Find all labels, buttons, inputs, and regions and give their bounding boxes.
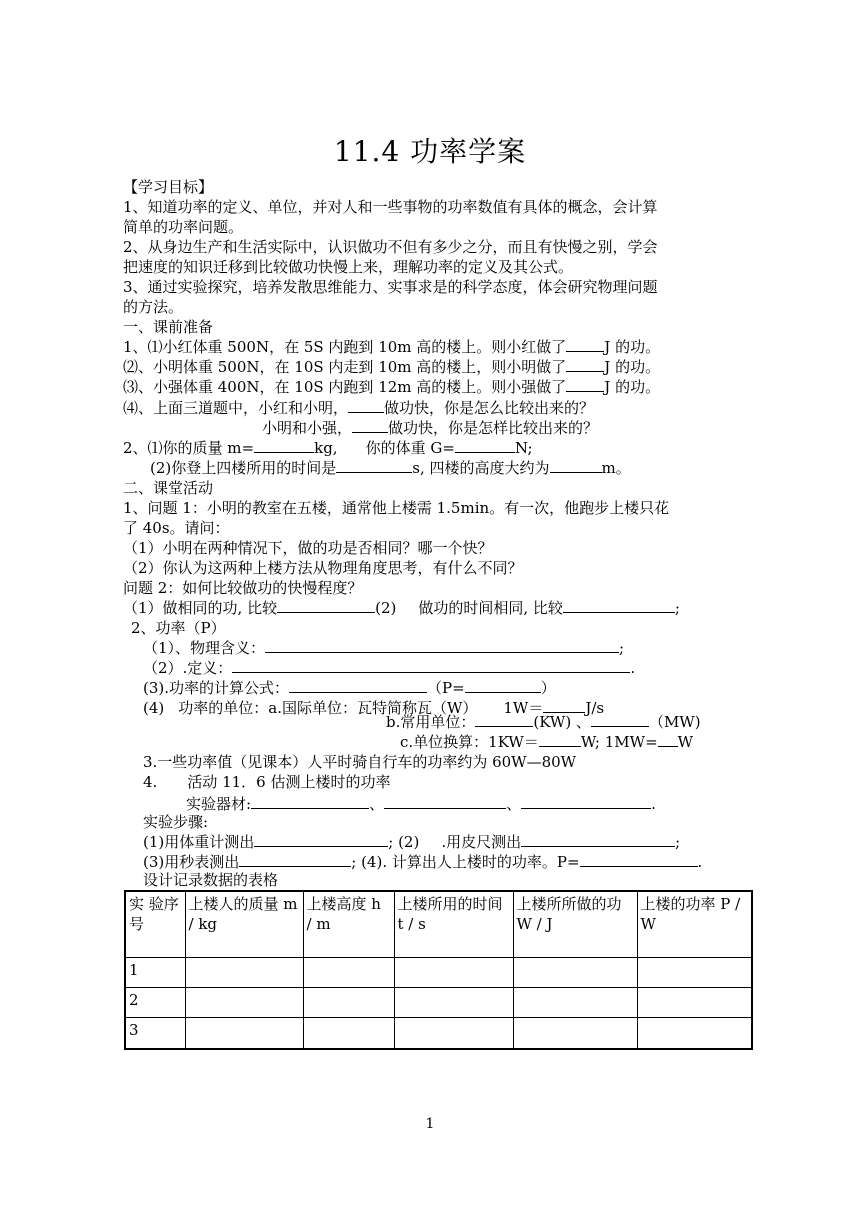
power-result-blank[interactable] (580, 852, 698, 867)
weight-unit: N; (514, 439, 533, 457)
problem-1-q1: （1）小明在两种情况下，做的功是否相同？哪一个快？ (123, 539, 493, 557)
table-row (125, 1017, 752, 1049)
table-caption: 设计记录数据的表格 (143, 871, 279, 889)
table-cell[interactable] (394, 1017, 513, 1049)
compare-2-num: (2) (375, 599, 397, 617)
section-2-heading: 二、课堂活动 (123, 479, 214, 497)
step-4-label: ; (4). 计算出人上楼时的功率。P= (351, 853, 580, 871)
prep-q3-text: ⑶、小强体重 400N，在 10S 内跑到 12m 高的楼上。则小强做了 (123, 378, 567, 396)
equipment-blank-3[interactable] (521, 794, 651, 809)
conv-mw: W; 1MW= (580, 733, 658, 751)
step-2-label: .用皮尺测出 (441, 833, 522, 851)
definition-blank[interactable] (232, 658, 630, 673)
activity-title: 活动 11．6 估测上楼时的功率 (187, 773, 391, 791)
prep-q1-unit: J 的功。 (604, 338, 661, 356)
compare-2-end: ; (674, 599, 680, 617)
problem-2: 问题 2：如何比较做功的快慢程度？ (123, 579, 363, 597)
kw-blank[interactable] (475, 712, 533, 727)
mw-w-blank[interactable] (658, 732, 678, 747)
goal-2-line-1: 2、从身边生产和生活实际中，认识做功不但有多少之分，而且有快慢之别，学会 (123, 238, 658, 256)
steps-3-4 (143, 852, 702, 872)
power-heading: 2、功率（P） (131, 619, 226, 637)
height-blank[interactable] (550, 458, 602, 473)
header-cell: 上楼的功率 P / W (637, 891, 752, 957)
equipment-line (186, 794, 656, 814)
answer-blank[interactable] (566, 357, 604, 372)
mass-blank[interactable] (254, 438, 314, 453)
equipment-sep-1: 、 (369, 795, 385, 813)
header-cell: 上楼人的质量 m / kg (185, 891, 303, 957)
prep-q3-unit: J 的功。 (604, 378, 661, 396)
table-cell[interactable] (637, 957, 752, 987)
goal-1-line-1: 1、知道功率的定义、单位，并对人和一些事物的功率数值有具体的概念，会计算 (123, 198, 658, 216)
prep-q1-text: 1、⑴小红体重 500N，在 5S 内跑到 10m 高的楼上。则小红做了 (123, 338, 567, 356)
formula-end: ） (540, 679, 556, 697)
table-cell[interactable] (513, 957, 637, 987)
step-3-blank[interactable] (239, 852, 351, 867)
conv-end: W (677, 733, 694, 751)
prep-time-height (150, 458, 631, 478)
conv-label: c.单位换算：1KW＝ (400, 733, 539, 751)
header-cell: 上楼所用的时间 t / s (394, 891, 513, 957)
formula-p-blank[interactable] (465, 678, 541, 693)
row-number: 2 (125, 987, 185, 1017)
step-2-end: ; (675, 833, 681, 851)
prep-q5-text: 小明和小强， (262, 419, 353, 437)
table-row (125, 957, 752, 987)
common-label: b.常用单位： (386, 713, 476, 731)
table-cell[interactable] (513, 987, 637, 1017)
prep-question-3 (123, 377, 660, 397)
table-cell[interactable] (394, 957, 513, 987)
table-cell[interactable] (394, 987, 513, 1017)
watt-blank[interactable] (543, 698, 585, 713)
formula-label: (3).功率的计算公式： (143, 679, 290, 697)
mass-unit: kg, (314, 439, 338, 457)
step-2-blank[interactable] (521, 832, 675, 847)
watt-unit: J/s (585, 699, 605, 717)
compare-2-blank[interactable] (563, 598, 675, 613)
table-header-row (125, 891, 752, 957)
steps-heading: 实验步骤: (143, 813, 209, 831)
step-2-num: ; (2) (388, 833, 420, 851)
compare-1-blank[interactable] (277, 598, 375, 613)
table-cell[interactable] (185, 987, 303, 1017)
row-number: 1 (125, 957, 185, 987)
answer-blank[interactable] (566, 337, 604, 352)
meaning-blank[interactable] (265, 638, 619, 653)
table-cell[interactable] (513, 1017, 637, 1049)
time-label: (2)你登上四楼所用的时间是 (150, 459, 337, 477)
prep-question-1 (123, 337, 660, 357)
step-1-label: (1)用体重计测出 (143, 833, 255, 851)
definition-label: （2）.定义： (143, 659, 233, 677)
power-meaning (143, 638, 624, 658)
kw-w-blank[interactable] (539, 732, 581, 747)
prep-mass-weight (123, 438, 533, 458)
kw-label: (KW) 、 (533, 713, 591, 731)
page-number: 1 (425, 1116, 435, 1132)
equipment-label: 实验器材: (186, 795, 252, 813)
equipment-blank-1[interactable] (251, 794, 369, 809)
table-cell[interactable] (637, 987, 752, 1017)
prep-q2-text: ⑵、小明体重 500N，在 10S 内走到 10m 高的楼上，则小明做了 (123, 358, 567, 376)
problem-1-line-1: 1、问题 1：小明的教室在五楼，通常他上楼需 1.5min。有一次，他跑步上楼只花 (123, 499, 670, 517)
prep-question-4 (123, 398, 594, 418)
goal-1-line-2: 简单的功率问题。 (123, 218, 244, 236)
units-num: (4) (143, 699, 165, 717)
formula-p: （P= (427, 679, 465, 697)
step-3-label: (3)用秒表测出 (143, 853, 240, 871)
height-unit: m。 (601, 459, 631, 477)
time-blank[interactable] (336, 458, 412, 473)
equipment-end: . (651, 795, 656, 813)
table-cell[interactable] (303, 957, 394, 987)
problem-2-compare (123, 598, 680, 618)
power-conversion (400, 732, 693, 752)
answer-blank[interactable] (348, 398, 384, 413)
mass-label: 2、⑴你的质量 m= (123, 439, 255, 457)
table-cell[interactable] (637, 1017, 752, 1049)
formula-blank[interactable] (289, 678, 427, 693)
prep-q4-text: ⑷、上面三道题中，小红和小明， (123, 399, 349, 417)
mw-label: （MW) (648, 713, 701, 731)
prep-question-2 (123, 357, 660, 377)
table-cell[interactable] (303, 1017, 394, 1049)
height-label: s, 四楼的高度大约为 (412, 459, 550, 477)
section-1-heading: 一、课前准备 (123, 318, 214, 336)
goal-2-line-2: 把速度的知识迁移到比较做功快慢上来，理解功率的定义及其公式。 (123, 258, 574, 276)
definition-end: . (630, 659, 636, 677)
goals-heading: 【学习目标】 (123, 178, 214, 196)
compare-1-label: （1）做相同的功, 比较 (123, 599, 278, 617)
steps-1-2 (143, 832, 680, 852)
watt-equal: 1W＝ (503, 699, 544, 717)
header-cell: 上楼高度 h / m (303, 891, 394, 957)
header-cell: 上楼所所做的功 W / J (513, 891, 637, 957)
table-cell[interactable] (185, 957, 303, 987)
row-number: 3 (125, 1017, 185, 1049)
weight-blank[interactable] (455, 438, 515, 453)
problem-1-line-2: 了 40s。请问： (123, 519, 230, 537)
table-cell[interactable] (303, 987, 394, 1017)
prep-q4-tail: 做功快，你是怎么比较出来的？ (384, 399, 595, 417)
weight-label: 你的体重 G= (365, 439, 455, 457)
power-values: 3.一些功率值（见课本）人平时骑自行车的功率约为 60W—80W (143, 753, 577, 771)
prep-question-5 (262, 418, 598, 438)
answer-blank[interactable] (352, 418, 388, 433)
prep-q5-tail: 做功快，你是怎样比较出来的？ (388, 419, 599, 437)
mw-blank[interactable] (591, 712, 649, 727)
table-row (125, 987, 752, 1017)
goal-3-line-1: 3、通过实验探究，培养发散思维能力、实事求是的科学态度，体会研究物理问题 (123, 278, 658, 296)
units-intl: 功率的单位：a.国际单位：瓦特简称瓦（W） (178, 699, 478, 717)
answer-blank[interactable] (566, 377, 604, 392)
header-cell: 实 验序号 (125, 891, 185, 957)
power-formula (143, 678, 556, 698)
page-title: 11.4 功率学案 (333, 135, 527, 168)
table-cell[interactable] (185, 1017, 303, 1049)
goal-3-line-2: 的方法。 (123, 298, 184, 316)
equipment-sep-2: 、 (506, 795, 522, 813)
meaning-label: （1）、物理含义： (143, 639, 266, 657)
record-table (124, 890, 753, 1050)
activity-heading (143, 772, 390, 792)
compare-2-label: 做功的时间相同, 比较 (418, 599, 563, 617)
activity-num: 4. (143, 773, 158, 791)
equipment-blank-2[interactable] (384, 794, 506, 809)
step-4-end: . (697, 853, 703, 871)
meaning-end: ; (619, 639, 625, 657)
power-definition (143, 658, 635, 678)
prep-q2-unit: J 的功。 (604, 358, 661, 376)
step-1-blank[interactable] (254, 832, 388, 847)
problem-1-q2: （2）你认为这两种上楼方法从物理角度思考，有什么不同？ (123, 559, 523, 577)
power-common-units (386, 712, 701, 732)
